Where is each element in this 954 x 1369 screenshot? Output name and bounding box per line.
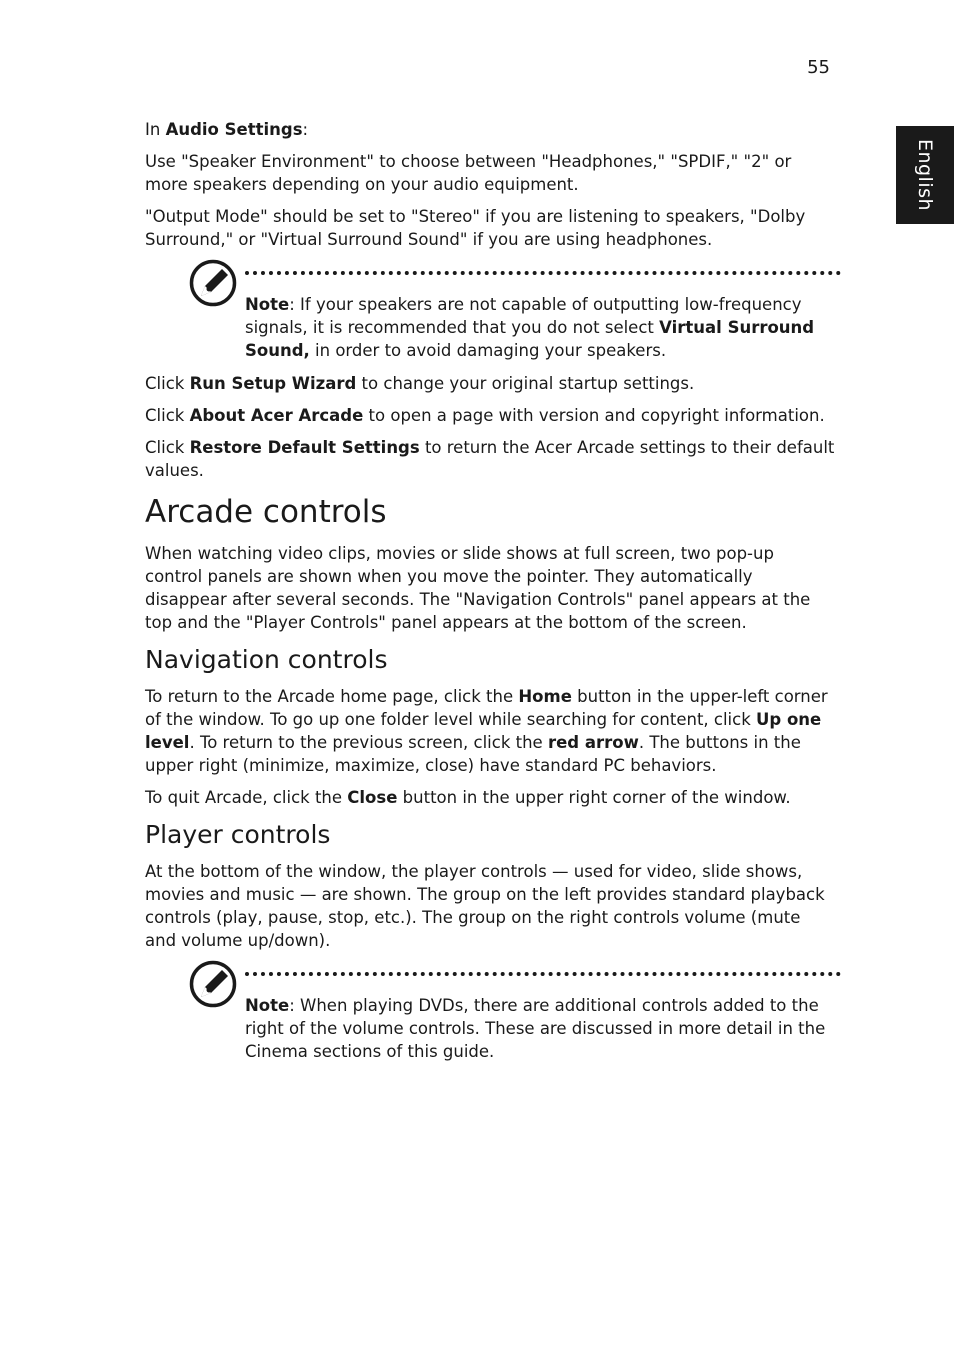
nav-text-d: . The buttons in the upper right (minimize, maximize, close) have standard PC behaviors. <box>145 733 801 775</box>
restore-suffix: to return the Acer Arcade settings to their default values. <box>145 438 835 480</box>
nav-text-c: . To return to the previous screen, click the <box>189 733 548 752</box>
note-text-a: : If your speakers are not capable of outputting low-frequency signals, it is recommended that you do not select <box>245 295 802 337</box>
page-content <box>145 118 835 1073</box>
run-suffix: to change your original startup settings. <box>356 374 695 393</box>
note-text-b: in order to avoid damaging your speakers. <box>309 341 667 360</box>
note-term-virtual-surround: Virtual Surround Sound, <box>245 318 815 360</box>
arcade-controls-paragraph: When watching video clips, movies or slide shows at full screen, two pop-up control panels are shown when you move the pointer. They automatically disappear after several seconds. The "Navigation Controls" panel appears at the top and the "Player Controls" panel appears at the bottom of the screen. <box>145 544 811 632</box>
run-prefix: Click <box>145 374 190 393</box>
nav-text-b: button in the upper-left corner of the window. To go up one folder level while searching for content, click <box>145 687 828 729</box>
quit-text-a: To quit Arcade, click the <box>145 788 348 807</box>
audio-intro-suffix: : <box>302 120 309 139</box>
note-block-speakers <box>145 271 835 362</box>
restore-defaults-paragraph <box>145 436 835 482</box>
about-suffix: to open a page with version and copyright information. <box>363 406 825 425</box>
nav-text-a: To return to the Arcade home page, click the <box>145 687 519 706</box>
about-prefix: Click <box>145 406 190 425</box>
note-block-dvd <box>145 972 835 1063</box>
note-pen-icon <box>189 960 237 1008</box>
about-acer-arcade-paragraph <box>145 404 835 427</box>
output-mode-paragraph: "Output Mode" should be set to "Stereo" if you are listening to speakers, "Dolby Surround," or "Virtual Surround Sound" if you are using headphones. <box>145 207 806 249</box>
note-text <box>245 293 835 362</box>
player-controls-heading: Player controls <box>145 820 331 849</box>
red-arrow-term: red arrow <box>547 733 639 752</box>
note-label: Note <box>245 996 290 1015</box>
player-controls-paragraph: At the bottom of the window, the player controls — used for video, slide shows, movies and music — are shown. The group on the left provides standard playback controls (play, pause, stop, etc.). The group on the right controls volume (mute and volume up/down). <box>145 862 825 950</box>
audio-settings-term: Audio Settings <box>165 120 303 139</box>
navigation-paragraph <box>145 685 835 777</box>
run-setup-wizard-paragraph <box>145 372 835 395</box>
language-tab <box>896 126 954 224</box>
note-dotted-rule <box>245 271 841 275</box>
arcade-controls-heading: Arcade controls <box>145 494 387 530</box>
speaker-environment-paragraph: Use "Speaker Environment" to choose between "Headphones," "SPDIF," "2" or more speakers depending on your audio equipment. <box>145 152 792 194</box>
up-one-level-term: Up one level <box>145 710 822 752</box>
quit-text-b: button in the upper right corner of the window. <box>397 788 791 807</box>
about-acer-arcade-term: About Acer Arcade <box>189 406 364 425</box>
navigation-controls-heading: Navigation controls <box>145 645 388 674</box>
home-term: Home <box>518 687 572 706</box>
close-term: Close <box>347 788 398 807</box>
language-tab-label: English <box>914 138 936 212</box>
restore-prefix: Click <box>145 438 190 457</box>
page-number: 55 <box>807 57 830 78</box>
note-dotted-rule <box>245 972 841 976</box>
audio-settings-intro <box>145 118 835 141</box>
run-setup-wizard-term: Run Setup Wizard <box>189 374 357 393</box>
note-pen-icon <box>189 259 237 307</box>
note-dvd-text: : When playing DVDs, there are additional controls added to the right of the volume controls. These are discussed in more detail in the Cinema sections of this guide. <box>245 996 826 1061</box>
quit-arcade-paragraph <box>145 786 835 809</box>
audio-intro-prefix: In <box>145 120 166 139</box>
note-label: Note <box>245 295 290 314</box>
note-text <box>245 994 835 1063</box>
restore-defaults-term: Restore Default Settings <box>189 438 420 457</box>
